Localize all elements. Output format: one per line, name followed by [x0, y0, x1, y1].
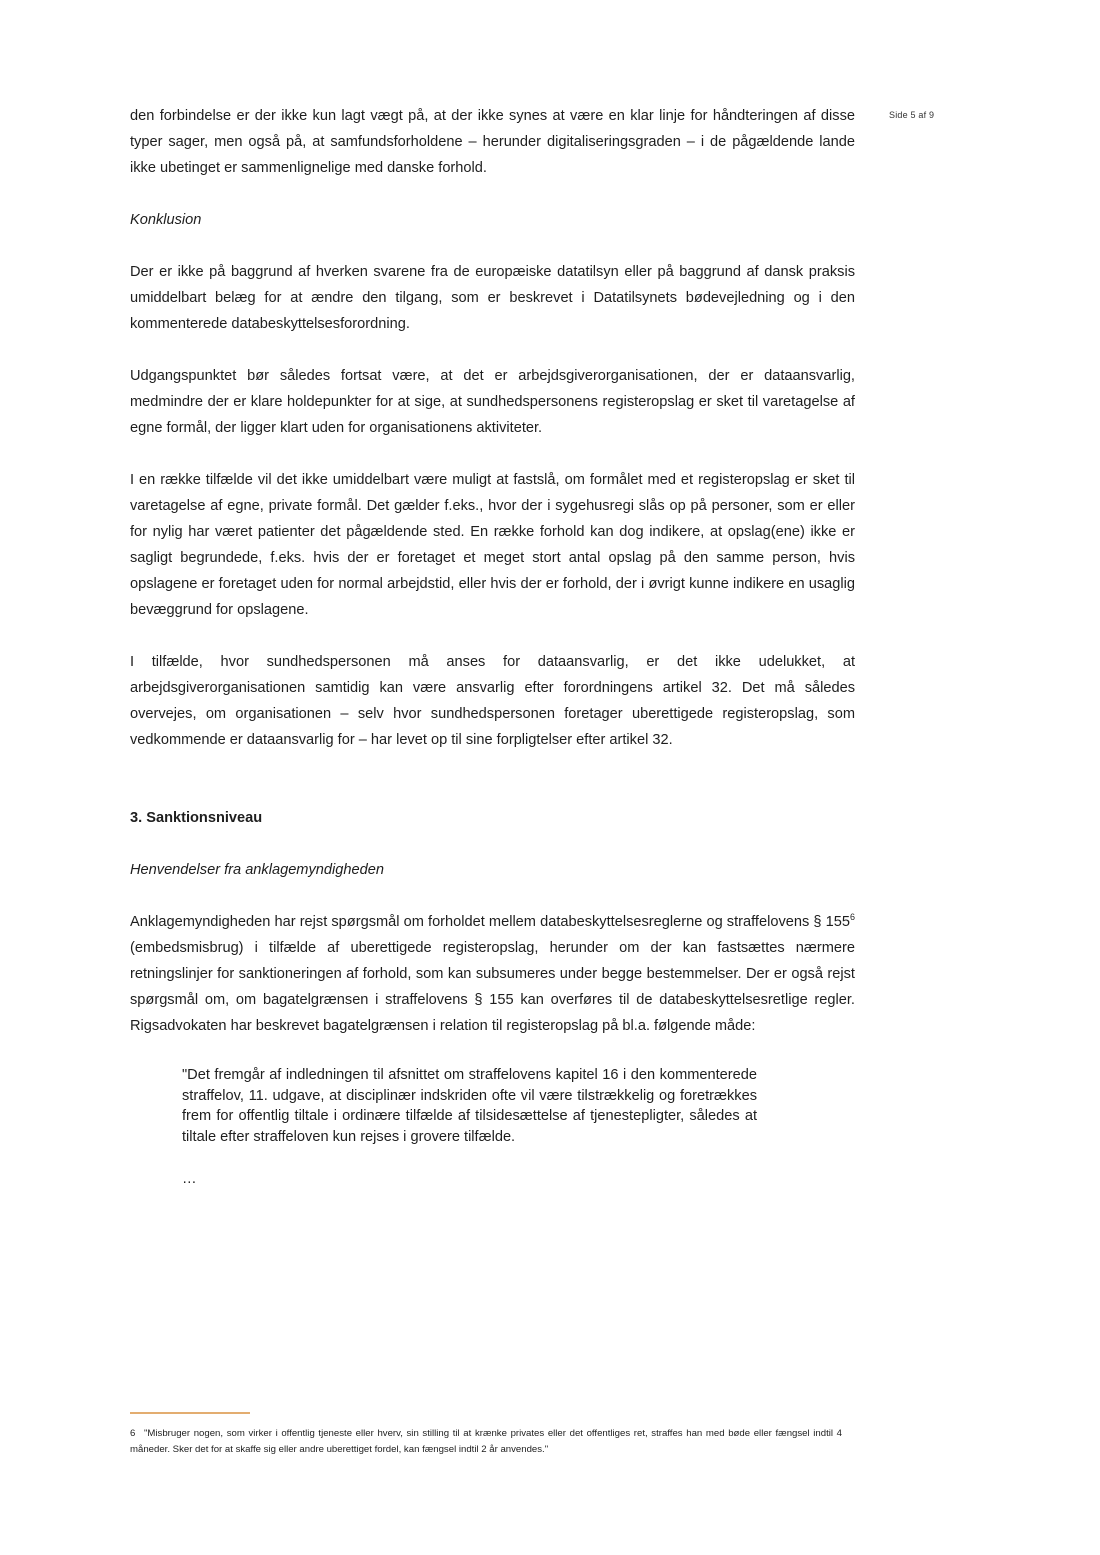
page-body — [130, 103, 855, 1189]
section-3-subheading: Henvendelser fra anklagemyndigheden — [130, 862, 384, 878]
footnote-reference[interactable]: 6 — [849, 912, 855, 923]
block-quote: "Det fremgår af indledningen til afsnittet om straffelovens kapitel 16 i den kommenterede straffelov, 11. udgave, at disciplinær indskriden ofte vil være tilstrækkelig og foretrækkes frem for offentlig tiltale i ordinære tilfælde af tilsidesættelse af tjenestepligter, således at tiltale efter straffeloven kun rejses i grovere tilfælde. — [182, 1067, 757, 1145]
conclusion-paragraph-2: Udgangspunktet bør således fortsat være, at det er arbejdsgiverorganisationen, der er dataansvarlig, medmindre der er klare holdepunkter for at sige, at sundhedspersonens registeropslag er sket til varetagelse af egne formål, der ligger klart uden for organisationens aktiviteter. — [130, 368, 855, 436]
page-number: Side 5 af 9 — [889, 110, 935, 120]
conclusion-heading: Konklusion — [130, 212, 202, 228]
conclusion-paragraph-3: I en række tilfælde vil det ikke umiddelbart være muligt at fastslå, om formålet med et registeropslag er sket til varetagelse af egne, private formål. Det gælder f.eks., hvor der i sygehusregi slås op på personer, som er eller for nylig har været patienter det pågældende sted. En række forhold kan dog indikere, at opslag(ene) ikke er sagligt begrundede, f.eks. hvis der er foretaget et meget stort antal opslag på den samme person, hvis opslagene er foretaget uden for normal arbejdstid, eller hvis der er forhold, der i øvrigt kunne indikere en usaglig bevæggrund for opslagene. — [130, 472, 855, 618]
conclusion-paragraph-1: Der er ikke på baggrund af hverken svarene fra de europæiske datatilsyn eller på baggrund af dansk praksis umiddelbart belæg for at ændre den tilgang, som er beskrevet i Datatilsynets bødevejledning og i den kommenterede databeskyttelsesforordning. — [130, 264, 855, 332]
section-3-heading: 3. Sanktionsniveau — [130, 810, 263, 826]
footnote-text: "Misbruger nogen, som virker i offentlig tjeneste eller hverv, sin stilling til at krænke privates eller det offentliges ret, straffes han med bøde eller fængsel indtil 4 måneder. Sker det for at skaffe sig eller andre uberettiget fordel, kan fængsel indtil 2 år anvendes." — [130, 1428, 842, 1455]
footnote-separator — [130, 1412, 250, 1414]
section-3-text-end: (embedsmisbrug) i tilfælde af uberettigede registeropslag, herunder om der kan fastsættes nærmere retningslinjer for sanktioneringen af forhold, som kan subsumeres under begge bestemmelser. Der er også rejst spørgsmål om, om bagatelgrænsen i straffelovens § 155 kan overføres til de databeskyttelsesretlige regler. Rigsadvokaten har beskrevet bagatelgrænsen i relation til registeropslag på bl.a. følgende måde: — [130, 940, 855, 1034]
section-3-text-start: Anklagemyndigheden har rejst spørgsmål om forholdet mellem databeskyttelsesreglerne og straffelovens § 155 — [130, 914, 850, 930]
section-3-paragraph — [130, 909, 855, 1039]
quote-ellipsis: … — [182, 1171, 197, 1187]
paragraph-intro: den forbindelse er der ikke kun lagt vægt på, at der ikke synes at være en klar linje for håndteringen af disse typer sager, men også på, at samfundsforholdene – herunder digitaliseringsgraden – i de pågældende lande ikke ubetinget er sammenlignelige med danske forhold. — [130, 108, 855, 176]
conclusion-paragraph-4: I tilfælde, hvor sundhedspersonen må anses for dataansvarlig, er det ikke udelukket, at arbejdsgiverorganisationen samtidig kan være ansvarlig efter forordningens artikel 32. Det må således overvejes, om organisationen – selv hvor sundhedspersonen foretager uberettigede registeropslag, som vedkommende er dataansvarlig for – har levet op til sine forpligtelser efter artikel 32. — [130, 654, 855, 748]
footnote-number: 6 — [130, 1428, 136, 1439]
footnote — [130, 1426, 842, 1457]
